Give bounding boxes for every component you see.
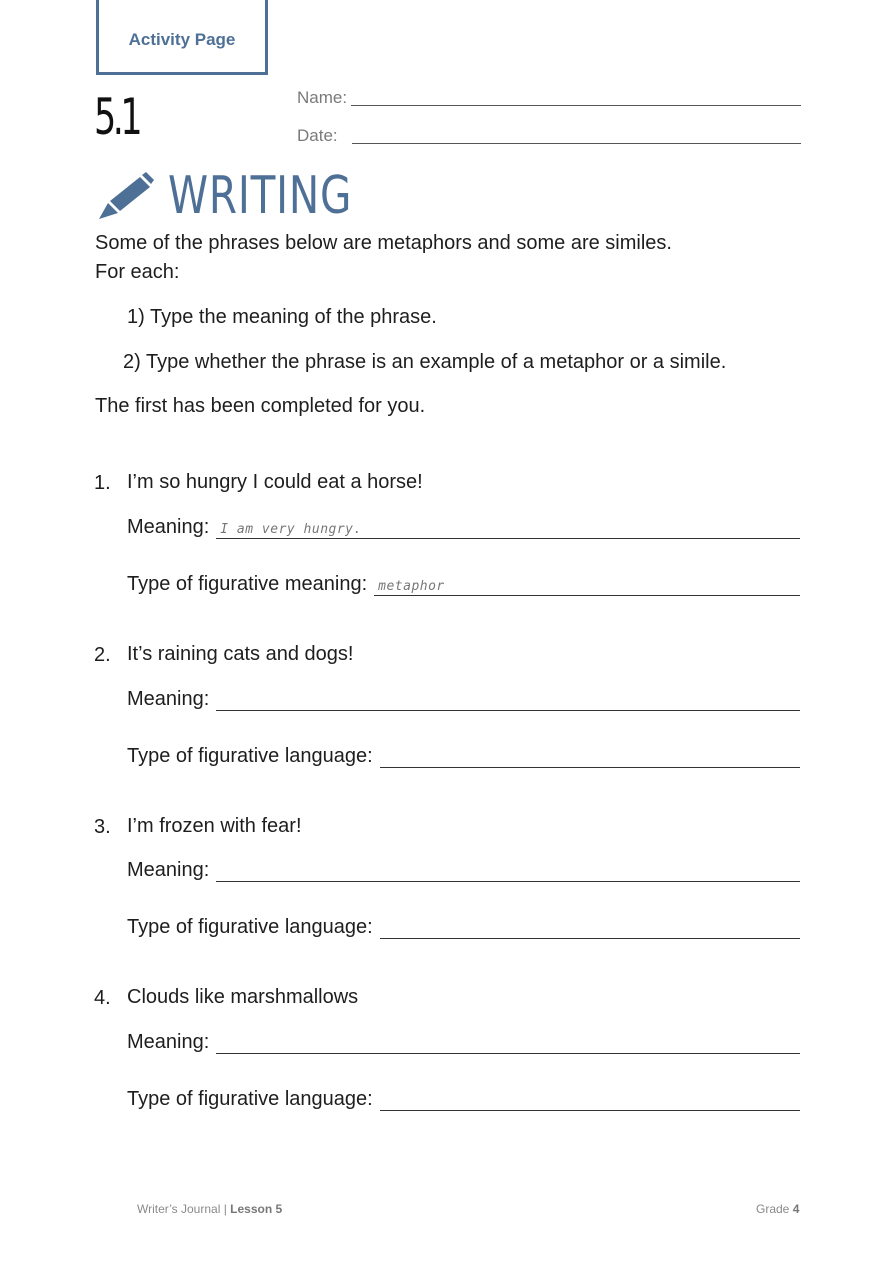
- meaning-label: Meaning:: [127, 859, 210, 881]
- question-number: 3.: [94, 816, 111, 838]
- meaning-label: Meaning:: [127, 516, 210, 538]
- page-number: 5.1: [94, 88, 140, 146]
- type-answer-line[interactable]: [380, 745, 800, 768]
- meaning-field[interactable]: [127, 1031, 800, 1054]
- type-label: Type of figurative language:: [127, 916, 373, 938]
- meaning-answer-line[interactable]: [216, 688, 800, 711]
- type-label: Type of figurative language:: [127, 1088, 373, 1110]
- type-answer-line[interactable]: [380, 916, 800, 939]
- footer-lesson: Lesson 5: [230, 1202, 283, 1216]
- date-field[interactable]: [297, 126, 801, 146]
- activity-page-tab: [96, 0, 268, 75]
- section-header: [96, 166, 404, 226]
- meaning-answer: I am very hungry.: [220, 522, 362, 537]
- date-label: Date:: [297, 126, 338, 145]
- meaning-answer-line[interactable]: [216, 516, 800, 539]
- meaning-field[interactable]: [127, 516, 800, 539]
- meaning-field[interactable]: [127, 859, 800, 882]
- name-label: Name:: [297, 88, 348, 107]
- activity-page-label: Activity Page: [128, 30, 236, 49]
- type-field[interactable]: [127, 573, 800, 596]
- question-number: 4.: [94, 987, 111, 1009]
- meaning-answer-line[interactable]: [216, 859, 800, 882]
- date-line[interactable]: [352, 142, 801, 144]
- type-field[interactable]: [127, 1088, 800, 1111]
- question-text: I’m frozen with fear!: [127, 815, 302, 837]
- instruction-line-2: For each:: [95, 261, 180, 283]
- footer-grade: [756, 1202, 799, 1216]
- instruction-note: The first has been completed for you.: [95, 395, 426, 417]
- meaning-label: Meaning:: [127, 688, 210, 710]
- name-field[interactable]: [297, 88, 801, 108]
- type-field[interactable]: [127, 916, 800, 939]
- instruction-step-2: 2) Type whether the phrase is an example of a metaphor or a simile.: [123, 351, 727, 373]
- question-text: I’m so hungry I could eat a horse!: [127, 471, 423, 493]
- footer-journal: [137, 1202, 282, 1216]
- type-answer-line[interactable]: [380, 1088, 800, 1111]
- question-text: It’s raining cats and dogs!: [127, 643, 354, 665]
- instruction-step-1: 1) Type the meaning of the phrase.: [127, 306, 437, 328]
- instruction-line-1: Some of the phrases below are metaphors and some are similes.: [95, 232, 672, 254]
- meaning-answer-line[interactable]: [216, 1031, 800, 1054]
- meaning-label: Meaning:: [127, 1031, 210, 1053]
- type-answer: metaphor: [378, 579, 445, 594]
- pencil-icon: [96, 171, 154, 221]
- footer-grade-number: 4: [792, 1202, 800, 1216]
- footer-grade-label: Grade: [756, 1202, 790, 1216]
- question-text: Clouds like marshmallows: [127, 986, 359, 1008]
- question-number: 1.: [94, 472, 111, 494]
- footer-journal-label: Writer’s Journal |: [137, 1202, 227, 1216]
- meaning-field[interactable]: [127, 688, 800, 711]
- type-answer-line[interactable]: [374, 573, 800, 596]
- name-line[interactable]: [351, 104, 801, 106]
- question-number: 2.: [94, 644, 111, 666]
- type-label: Type of figurative meaning:: [127, 573, 368, 595]
- type-label: Type of figurative language:: [127, 745, 373, 767]
- type-field[interactable]: [127, 745, 800, 768]
- section-title: WRITING: [168, 166, 353, 226]
